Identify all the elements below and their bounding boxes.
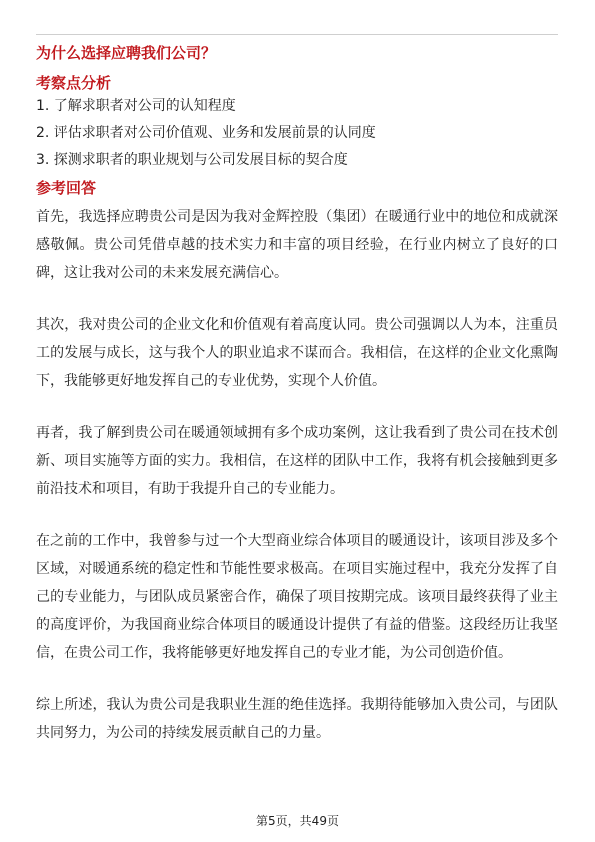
answer-paragraph: 其次，我对贵公司的企业文化和价值观有着高度认同。贵公司强调以人为本，注重员工的发展与成长，这与我个人的职业追求不谋而合。我相信，在这样的企业文化熏陶下，我能够更好地发挥自己的专业优势，实现个人价值。: [36, 317, 558, 389]
analysis-points: [36, 96, 558, 170]
answer-paragraph: 在之前的工作中，我曾参与过一个大型商业综合体项目的暖通设计，该项目涉及多个区域，对暖通系统的稳定性和节能性要求极高。在项目实施过程中，我充分发挥了自己的专业能力，与团队成员紧密合作，确保了项目按期完成。该项目最终获得了业主的高度评价，为我国商业综合体项目的暖通设计提供了有益的借鉴。这段经历让我坚信，在贵公司工作，我将能够更好地发挥自己的专业才能，为公司创造价值。: [36, 533, 558, 661]
answer-body: [36, 203, 558, 747]
header-divider: [36, 34, 558, 35]
answer-heading: 参考回答: [36, 179, 97, 197]
question-heading: 为什么选择应聘我们公司？: [36, 44, 217, 62]
page-number: 第5页，共49页: [256, 814, 339, 828]
analysis-point: 1. 了解求职者对公司的认知程度: [36, 98, 236, 114]
document-body: [36, 42, 558, 747]
analysis-heading: 考察点分析: [36, 74, 112, 92]
answer-paragraph: 综上所述，我认为贵公司是我职业生涯的绝佳选择。我期待能够加入贵公司，与团队共同努力，为公司的持续发展贡献自己的力量。: [36, 697, 558, 741]
answer-paragraph: 再者，我了解到贵公司在暖通领域拥有多个成功案例，这让我看到了贵公司在技术创新、项目实施等方面的实力。我相信，在这样的团队中工作，我将有机会接触到更多前沿技术和项目，有助于我提升自己的专业能力。: [36, 425, 558, 497]
answer-paragraph: 首先，我选择应聘贵公司是因为我对金辉控股（集团）在暖通行业中的地位和成就深感敬佩。贵公司凭借卓越的技术实力和丰富的项目经验，在行业内树立了良好的口碑，这让我对公司的未来发展充满信心。: [36, 209, 558, 281]
analysis-point: 2. 评估求职者对公司价值观、业务和发展前景的认同度: [36, 125, 376, 141]
analysis-point: 3. 探测求职者的职业规划与公司发展目标的契合度: [36, 152, 348, 168]
